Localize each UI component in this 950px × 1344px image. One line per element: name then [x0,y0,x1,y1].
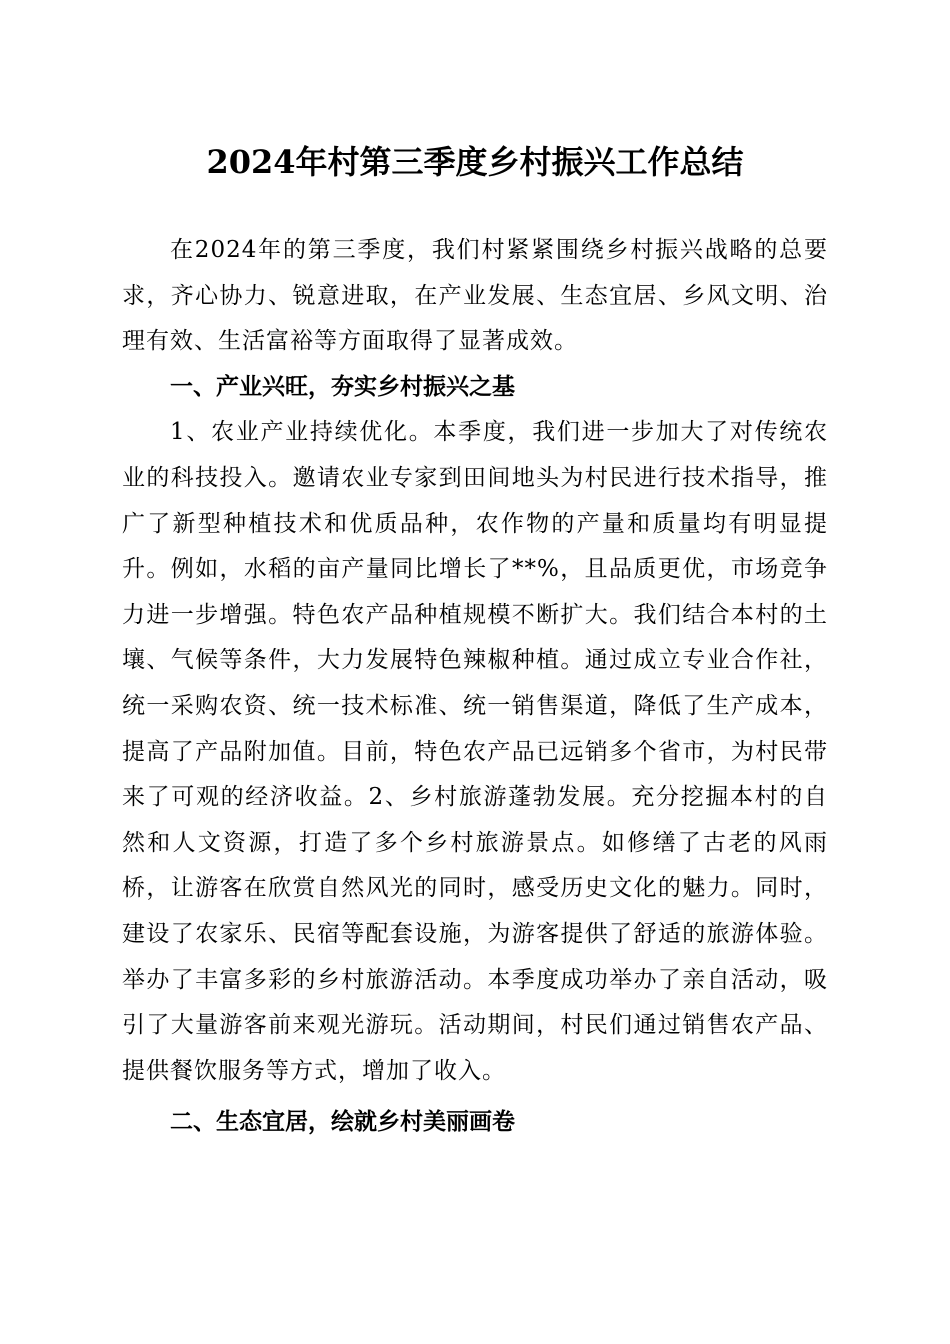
section-2-heading: 二、生态宜居，绘就乡村美丽画卷 [170,1109,515,1136]
section-1-paragraph: 1、农业产业持续优化。本季度，我们进一步加大了对传统农业的科技投入。邀请农业专家到田间地头为村民进行技术指导，推广了新型种植技术和优质品种，农作物的产量和质量均有明显提升。例如，水稻的亩产量同比增长了**%，且品质更优，市场竞争力进一步增强。特色农产品种植规模不断扩大。我们结合本村的土壤、气候等条件，大力发展特色辣椒种植。通过成立专业合作社，统一采购农资、统一技术标准、统一销售渠道，降低了生产成本，提高了产品附加值。目前，特色农产品已远销多个省市，为村民带来了可观的经济收益。2、乡村旅游蓬勃发展。充分挖掘本村的自然和人文资源，打造了多个乡村旅游景点。如修缮了古老的风雨桥，让游客在欣赏自然风光的同时，感受历史文化的魅力。同时，建设了农家乐、民宿等配套设施，为游客提供了舒适的旅游体验。举办了丰富多彩的乡村旅游活动。本季度成功举办了亲自活动，吸引了大量游客前来观光游玩。活动期间，村民们通过销售农产品、提供餐饮服务等方式，增加了收入。 [122,419,828,1084]
section-1-heading: 一、产业兴旺，夯实乡村振兴之基 [170,373,515,400]
document-title: 2024年村第三季度乡村振兴工作总结 [206,143,744,181]
document-body [122,228,828,1146]
intro-paragraph: 在2024年的第三季度，我们村紧紧围绕乡村振兴战略的总要求，齐心协力、锐意进取，在产业发展、生态宜居、乡风文明、治理有效、生活富裕等方面取得了显著成效。 [122,237,828,355]
